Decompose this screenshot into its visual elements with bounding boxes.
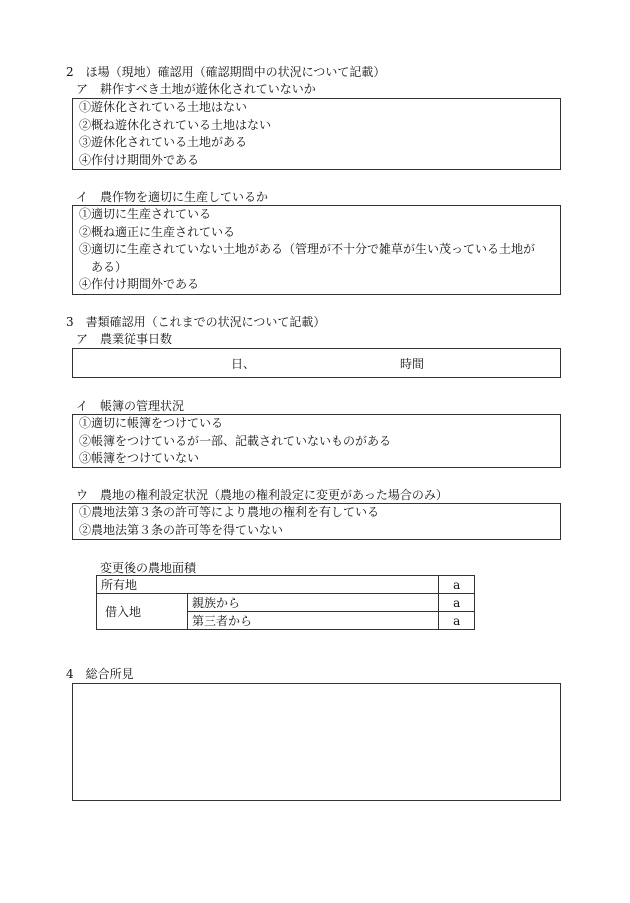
- from-relatives-label: 親族から: [188, 594, 439, 612]
- section-2-title: 2 ほ場（現地）確認用（確認期間中の状況について記載）: [66, 65, 386, 79]
- section-3b-options-box: [72, 414, 561, 468]
- option-2b-2[interactable]: ②概ね適正に生産されている: [79, 224, 236, 239]
- farmland-area-table: [96, 575, 475, 630]
- option-2b-3-continued: ある）: [91, 259, 128, 274]
- section-3c-title: ウ 農地の権利設定状況（農地の権利設定に変更があった場合のみ）: [76, 488, 448, 502]
- area-table-title: 変更後の農地面積: [100, 561, 197, 575]
- option-3b-3[interactable]: ③帳簿をつけていない: [79, 451, 200, 465]
- section-3b-title: イ 帳簿の管理状況: [76, 399, 185, 413]
- owned-area-cell[interactable]: a: [439, 576, 475, 594]
- farm-work-days-field[interactable]: [72, 348, 561, 378]
- section-3c-options-box: [72, 503, 561, 540]
- hour-unit-label: 時間: [400, 357, 425, 371]
- overall-findings-field[interactable]: [72, 683, 561, 801]
- from-third-party-label: 第三者から: [188, 612, 439, 630]
- relatives-area-cell[interactable]: a: [439, 594, 475, 612]
- section-3a-title: ア 農業従事日数: [76, 332, 173, 346]
- option-3b-2[interactable]: ②帳簿をつけているが一部、記載されていないものがある: [79, 433, 392, 448]
- owned-land-label: 所有地: [97, 576, 439, 594]
- option-3c-2[interactable]: ②農地法第３条の許可等を得ていない: [79, 522, 284, 537]
- section-2b-options-box: [72, 205, 561, 295]
- day-unit-label: 日、: [231, 357, 256, 371]
- option-3c-1[interactable]: ①農地法第３条の許可等により農地の権利を有している: [79, 505, 380, 519]
- option-2a-2[interactable]: ②概ね遊休化されている土地はない: [79, 117, 272, 132]
- option-2a-4[interactable]: ④作付け期間外である: [79, 152, 200, 167]
- section-2b-title: イ 農作物を適切に生産しているか: [76, 190, 269, 204]
- section-4-title: 4 総合所見: [66, 667, 134, 681]
- option-2b-1[interactable]: ①適切に生産されている: [79, 207, 212, 221]
- option-2a-1[interactable]: ①遊休化されている土地はない: [79, 100, 248, 114]
- section-2a-options-box: [72, 98, 561, 170]
- option-2b-4[interactable]: ④作付け期間外である: [79, 277, 200, 291]
- section-2a-title: ア 耕作すべき土地が遊休化されていないか: [76, 82, 316, 96]
- option-2b-3[interactable]: ③適切に生産されていない土地がある（管理が不十分で雑草が生い茂っている土地が: [79, 242, 536, 256]
- leased-land-label: 借入地: [97, 594, 188, 630]
- section-3-title: 3 書類確認用（これまでの状況について記載）: [66, 315, 326, 329]
- third-party-area-cell[interactable]: a: [439, 612, 475, 630]
- option-3b-1[interactable]: ①適切に帳簿をつけている: [79, 416, 224, 430]
- option-2a-3[interactable]: ③遊休化されている土地がある: [79, 135, 248, 149]
